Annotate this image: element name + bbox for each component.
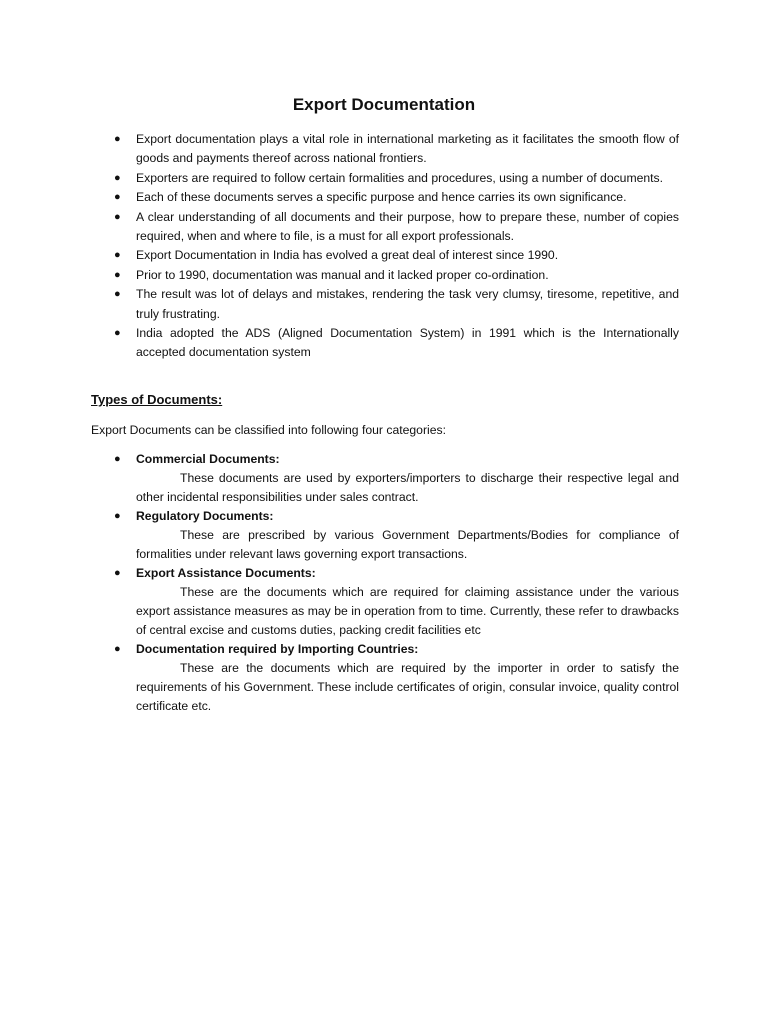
category-description: These are prescribed by various Government Departments/Bodies for compliance of formalities under relevant laws governing export transactions. <box>136 528 679 561</box>
bullet-text: A clear understanding of all documents and their purpose, how to prepare these, number of copies required, when and where to file, is a must for all export professionals. <box>136 209 679 244</box>
types-intro-text: Export Documents can be classified into following four categories: <box>91 423 446 437</box>
bullet-text: India adopted the ADS (Aligned Documentation System) in 1991 which is the Internationally accepted documentation system <box>136 326 679 360</box>
list-item <box>113 285 679 324</box>
bullet-icon: ● <box>114 567 121 579</box>
bullet-icon: ● <box>114 210 121 223</box>
list-item <box>113 130 679 169</box>
list-item <box>113 169 679 188</box>
list-item <box>113 640 679 716</box>
category-description: These are the documents which are required for claiming assistance under the various export assistance measures as may be in operation from to time. Currently, these refer to drawbacks of central excise and customs duties, packing credit facilities etc <box>136 585 679 637</box>
bullet-icon: ● <box>114 249 121 262</box>
bullet-icon: ● <box>114 453 121 465</box>
bullet-text: Each of these documents serves a specific purpose and hence carries its own significance. <box>136 190 627 205</box>
category-name: Regulatory Documents: <box>136 509 274 523</box>
bullet-text: The result was lot of delays and mistakes, rendering the task very clumsy, tiresome, repetitive, and truly frustrating. <box>136 287 679 321</box>
list-item <box>113 507 679 564</box>
category-name: Documentation required by Importing Countries: <box>136 642 419 656</box>
bullet-icon: ● <box>114 191 121 204</box>
intro-bullet-list <box>113 130 679 363</box>
list-item <box>113 564 679 640</box>
bullet-icon: ● <box>114 133 121 145</box>
bullet-icon: ● <box>114 643 121 655</box>
bullet-text: Export Documentation in India has evolved a great deal of interest since 1990. <box>136 248 559 263</box>
category-name: Commercial Documents: <box>136 452 280 466</box>
bullet-icon: ● <box>114 327 121 340</box>
category-list <box>113 450 679 716</box>
list-item <box>113 246 679 265</box>
bullet-icon: ● <box>114 288 121 301</box>
bullet-icon: ● <box>114 268 121 281</box>
types-of-documents-heading: Types of Documents: <box>91 392 223 407</box>
category-name: Export Assistance Documents: <box>136 566 316 580</box>
list-item <box>113 208 679 247</box>
bullet-text: Export documentation plays a vital role in international marketing as it facilitates the smooth flow of goods and payments thereof across national frontiers. <box>136 132 679 166</box>
list-item <box>113 266 679 285</box>
bullet-icon: ● <box>114 510 121 522</box>
category-description: These documents are used by exporters/importers to discharge their respective legal and other incidental responsibilities under sales contract. <box>136 471 679 504</box>
list-item <box>113 450 679 507</box>
category-description: These are the documents which are required by the importer in order to satisfy the requirements of his Government. These include certificates of origin, consular invoice, quality control certificate etc. <box>136 661 679 713</box>
list-item <box>113 324 679 363</box>
list-item <box>113 188 679 207</box>
bullet-text: Exporters are required to follow certain formalities and procedures, using a number of documents. <box>136 170 664 185</box>
bullet-text: Prior to 1990, documentation was manual and it lacked proper co-ordination. <box>136 267 549 282</box>
bullet-icon: ● <box>114 171 121 184</box>
document-title: Export Documentation <box>292 95 476 114</box>
